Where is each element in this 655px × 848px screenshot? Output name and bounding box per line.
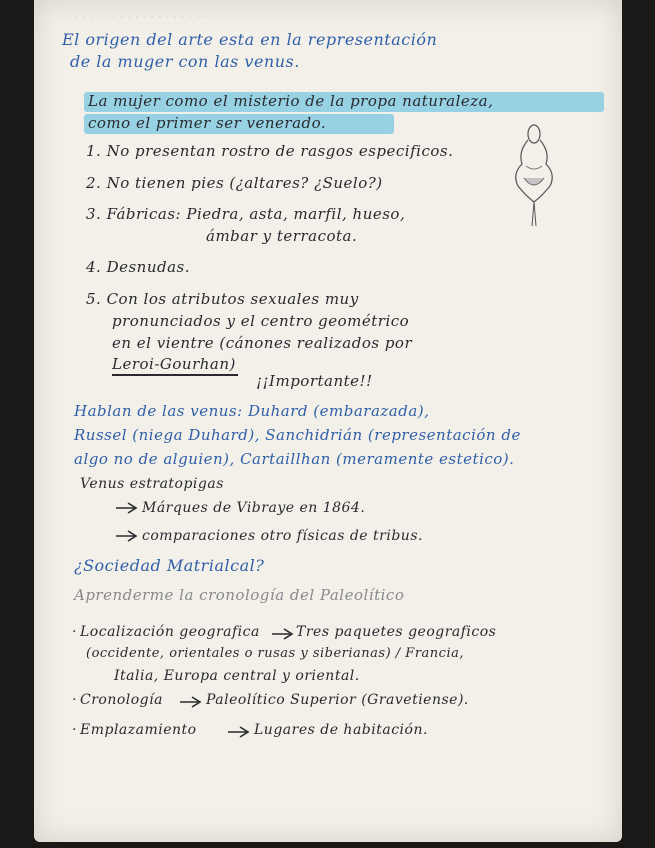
bleed-through-text: · · · · · · · · · · · · · · · · · · · bbox=[74, 10, 216, 24]
item-3: 3. Fábricas: Piedra, asta, marfil, hueso, bbox=[86, 205, 406, 223]
arrow-icon bbox=[226, 726, 254, 738]
venus-line-2: Russel (niega Duhard), Sanchidrián (representación de bbox=[74, 426, 521, 444]
item-2: 2. No tienen pies (¿altares? ¿Suelo?) bbox=[86, 174, 383, 192]
arrow-icon bbox=[114, 502, 142, 514]
leroi-underline bbox=[112, 374, 238, 376]
title-line-2: de la muger con las venus. bbox=[70, 52, 300, 71]
venus-line-3: algo no de alguien), Cartaillhan (meramente estetico). bbox=[74, 450, 515, 468]
bullet-localizacion-value: Tres paquetes geograficos bbox=[296, 624, 497, 640]
bullet-dot: · bbox=[72, 692, 77, 708]
item-3-cont: ámbar y terracota. bbox=[206, 227, 358, 245]
highlight-line-1: La mujer como el misterio de la propa naturaleza, bbox=[88, 92, 494, 110]
important-note: ¡¡Importante!! bbox=[256, 372, 373, 390]
matriarchal-question: ¿Sociedad Matrialcal? bbox=[74, 556, 265, 575]
arrow-icon bbox=[178, 696, 206, 708]
bullet-cronologia-value: Paleolítico Superior (Gravetiense). bbox=[206, 692, 469, 708]
notebook-page bbox=[34, 0, 622, 842]
bullet-dot: · bbox=[72, 624, 77, 640]
item-5-cont-2: en el vientre (cánones realizados por bbox=[112, 334, 413, 352]
topicos-heading: Venus estratopigas bbox=[80, 476, 224, 492]
item-4: 4. Desnudas. bbox=[86, 258, 191, 276]
bullet-emplazamiento-value: Lugares de habitación. bbox=[254, 722, 428, 738]
arrow-icon bbox=[270, 628, 298, 640]
item-5: 5. Con los atributos sexuales muy bbox=[86, 290, 359, 308]
venus-line-1: Hablan de las venus: Duhard (embarazada), bbox=[74, 402, 430, 420]
item-5-cont-3: Leroi-Gourhan) bbox=[112, 355, 236, 373]
title-line-1: El origen del arte esta en la representación bbox=[62, 30, 438, 49]
item-5-cont-1: pronunciados y el centro geométrico bbox=[112, 312, 410, 330]
venus-figurine-sketch bbox=[504, 122, 564, 232]
bullet-dot: · bbox=[72, 722, 77, 738]
bullet-cronologia: Cronología bbox=[80, 692, 163, 708]
topicos-item-1: Márques de Vibraye en 1864. bbox=[142, 500, 366, 516]
arrow-icon bbox=[114, 530, 142, 542]
topicos-item-2: comparaciones otro físicas de tribus. bbox=[142, 528, 423, 544]
bullet-emplazamiento: Emplazamiento bbox=[80, 722, 197, 738]
bullet-localizacion: Localización geografica bbox=[80, 624, 260, 640]
highlight-line-2: como el primer ser venerado. bbox=[88, 114, 327, 132]
item-1: 1. No presentan rostro de rasgos especificos. bbox=[86, 142, 454, 160]
bullet-localizacion-cont-2: Italia, Europa central y oriental. bbox=[114, 668, 360, 684]
bullet-localizacion-cont-1: (occidente, orientales o rusas y siberianas) / Francia, bbox=[86, 646, 464, 661]
cronologia-heading: Aprenderme la cronología del Paleolítico bbox=[74, 586, 405, 604]
